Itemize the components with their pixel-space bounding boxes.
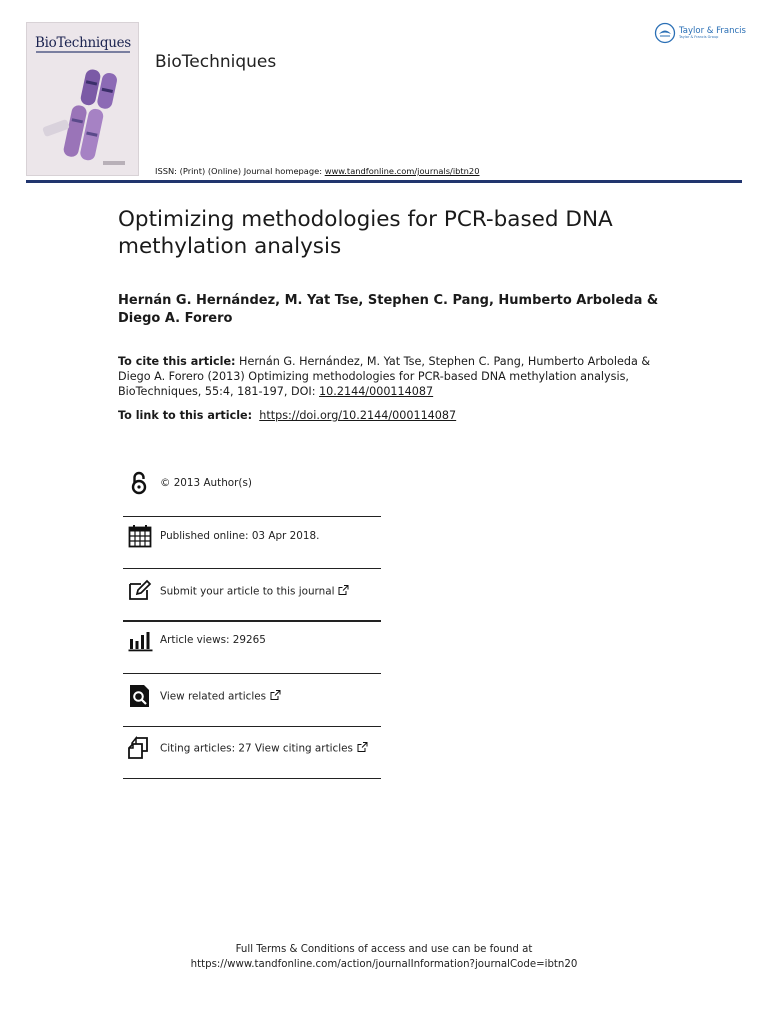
copyright-text: © 2013 Author(s) — [160, 477, 252, 489]
article-views-text: Article views: 29265 — [160, 634, 266, 646]
related-articles-row[interactable] — [123, 670, 381, 722]
issn-line — [155, 166, 480, 176]
citation-block — [118, 354, 658, 399]
publisher-logo-text: Taylor & Francis — [679, 25, 746, 36]
footer-terms-text: Full Terms & Conditions of access and use can be found at — [235, 944, 533, 955]
citing-articles-icon — [127, 735, 153, 761]
article-views-row — [123, 614, 381, 666]
citing-articles-text: Citing articles: 27 View citing articles — [160, 742, 353, 755]
publisher-logo-subtext: Taylor & Francis Group — [679, 35, 719, 40]
edit-icon — [127, 578, 153, 604]
article-title: Optimizing methodologies for PCR-based DNA methylation analysis — [118, 207, 613, 259]
submit-article-text: Submit your article to this journal — [160, 585, 335, 598]
published-row — [123, 510, 381, 562]
bar-chart-icon — [127, 627, 153, 653]
cover-title: BioTechniques — [35, 35, 131, 51]
citing-articles-link[interactable] — [160, 742, 368, 755]
doi-link[interactable]: https://doi.org/10.2144/000114087 — [259, 409, 457, 422]
external-link-icon — [270, 690, 281, 701]
article-link-line — [118, 409, 456, 422]
submit-article-row[interactable] — [123, 565, 381, 617]
cite-text: Hernán G. Hernández, M. Yat Tse, Stephen C. Pang, Humberto Arboleda & Diego A. Forero (2013) Optimizing methodologies for PCR-based DNA methylation analysis, BioTechniques, 55:4, 181-197, DOI: — [118, 355, 651, 398]
journal-cover-image — [26, 22, 139, 176]
article-authors: Hernán G. Hernández, M. Yat Tse, Stephen C. Pang, Humberto Arboleda & Diego A. Forero — [118, 293, 659, 326]
related-articles-text: View related articles — [160, 690, 267, 703]
taylor-francis-icon — [654, 22, 676, 44]
terms-footer — [0, 942, 768, 972]
submit-article-link[interactable] — [160, 585, 349, 598]
cover-subtitle-line — [36, 51, 130, 53]
journal-name: BioTechniques — [155, 52, 277, 72]
link-label: To link to this article: — [118, 409, 253, 422]
footer-terms-url[interactable]: https://www.tandfonline.com/action/journalInformation?journalCode=ibtn20 — [190, 959, 578, 970]
calendar-icon — [127, 523, 153, 549]
open-access-row — [123, 457, 381, 509]
journal-homepage-link[interactable]: www.tandfonline.com/journals/ibtn20 — [324, 166, 480, 176]
published-date-text: Published online: 03 Apr 2018. — [160, 530, 320, 542]
chromosome-illustration — [41, 61, 131, 171]
issn-text: ISSN: (Print) (Online) Journal homepage: — [155, 166, 325, 176]
taylor-francis-logo[interactable] — [654, 22, 746, 44]
row-divider — [123, 778, 381, 779]
related-articles-link[interactable] — [160, 690, 281, 703]
cite-label: To cite this article: — [118, 355, 236, 368]
citing-articles-row[interactable] — [123, 722, 381, 774]
external-link-icon — [357, 742, 368, 753]
open-access-icon — [127, 470, 153, 496]
cite-doi-link[interactable]: 10.2144/000114087 — [319, 385, 434, 398]
search-document-icon — [127, 683, 153, 709]
external-link-icon — [338, 585, 349, 596]
header-divider — [26, 180, 742, 183]
